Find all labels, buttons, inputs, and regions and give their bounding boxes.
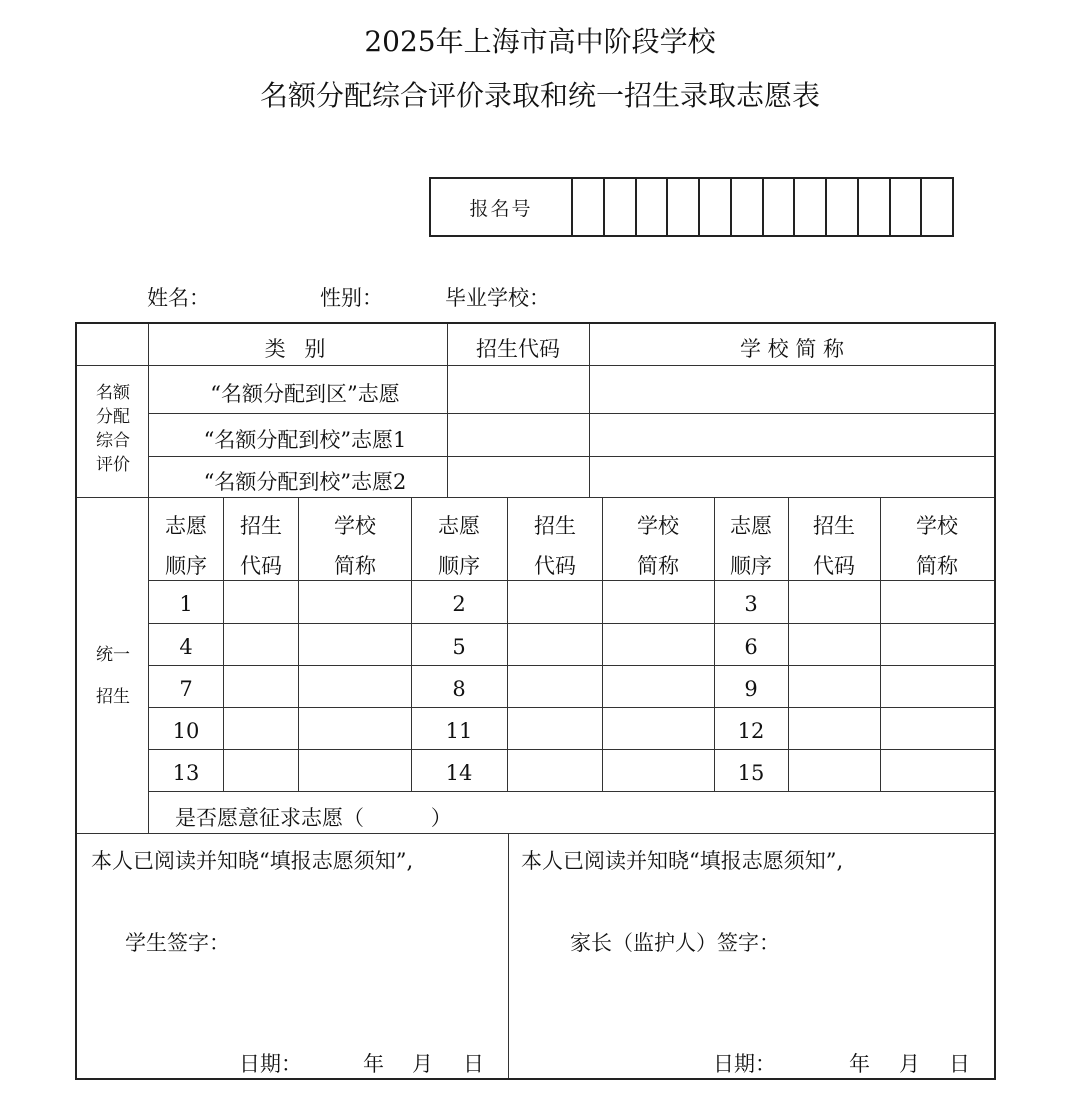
choice-number: 13 — [172, 761, 200, 785]
school-abbreviation-header: 简称 — [916, 554, 958, 578]
unified-section-label: 招生 — [96, 687, 130, 707]
application-form-table — [75, 322, 996, 1080]
quota-section-label: 评价 — [96, 455, 130, 475]
registration-digit-cell[interactable] — [605, 179, 637, 235]
choice-order-header: 顺序 — [165, 554, 207, 578]
admission-code-header: 代码 — [813, 554, 855, 578]
graduating-school-label: 毕业学校： — [445, 286, 550, 310]
admission-code-header: 招生代码 — [476, 337, 560, 361]
registration-digit-cell[interactable] — [637, 179, 669, 235]
choice-number: 12 — [737, 719, 765, 743]
form-title-line2: 名额分配综合评价录取和统一招生录取志愿表 — [259, 79, 820, 112]
admission-code-header: 招生 — [813, 514, 855, 538]
name-label: 姓名： — [147, 286, 210, 310]
parent-notice-text: 本人已阅读并知晓“填报志愿须知”, — [521, 849, 844, 873]
registration-digit-cell[interactable] — [859, 179, 891, 235]
registration-digit-cell[interactable] — [922, 179, 952, 235]
choice-order-header: 顺序 — [438, 554, 480, 578]
quota-section-label: 分配 — [96, 407, 130, 427]
choice-number: 15 — [737, 761, 765, 785]
choice-number: 1 — [179, 592, 193, 616]
choice-number: 14 — [445, 761, 473, 785]
school-abbreviation-header: 学校 — [916, 514, 958, 538]
school-abbreviation-header: 学校 — [334, 514, 376, 538]
parent-date-year: 年 — [849, 1052, 870, 1076]
choice-number: 4 — [179, 635, 193, 659]
quota-district-choice-label: “名额分配到区”志愿 — [210, 382, 400, 406]
school-abbreviation-header: 学 校 简 称 — [739, 337, 845, 361]
parent-date-day: 日 — [949, 1052, 970, 1076]
registration-number-label: 报名号 — [431, 179, 573, 235]
school-abbreviation-header: 学校 — [637, 514, 679, 538]
student-date-year: 年 — [363, 1052, 384, 1076]
parent-signature-label: 家长（监护人）签字： — [570, 931, 780, 955]
form-title-line1: 2025年上海市高中阶段学校 — [364, 25, 716, 58]
quota-section-label: 综合 — [96, 431, 130, 451]
admission-code-header: 代码 — [240, 554, 282, 578]
choice-number: 3 — [744, 592, 758, 616]
choice-number: 8 — [452, 677, 466, 701]
choice-number: 7 — [179, 677, 193, 701]
registration-number-box — [429, 177, 954, 237]
choice-number: 11 — [445, 719, 473, 743]
registration-digit-cell[interactable] — [573, 179, 605, 235]
choice-order-header: 志愿 — [165, 514, 207, 538]
unified-section-label: 统一 — [96, 645, 130, 665]
choice-order-header: 志愿 — [730, 514, 772, 538]
choice-number: 6 — [744, 635, 758, 659]
choice-number: 9 — [744, 677, 758, 701]
registration-digit-cell[interactable] — [827, 179, 859, 235]
supplementary-choice-willingness: 是否愿意征求志愿（ ） — [175, 806, 452, 830]
registration-digit-cell[interactable] — [700, 179, 732, 235]
student-date-day: 日 — [463, 1052, 484, 1076]
admission-code-header: 代码 — [534, 554, 576, 578]
quota-section-label: 名额 — [96, 383, 130, 403]
registration-digit-cell[interactable] — [795, 179, 827, 235]
admission-code-header: 招生 — [240, 514, 282, 538]
registration-digit-cell[interactable] — [891, 179, 923, 235]
student-date-label: 日期： — [239, 1052, 302, 1076]
parent-date-label: 日期： — [713, 1052, 776, 1076]
category-header: 类 别 — [264, 337, 332, 361]
registration-digit-cell[interactable] — [668, 179, 700, 235]
student-notice-text: 本人已阅读并知晓“填报志愿须知”, — [91, 849, 414, 873]
registration-digit-cell[interactable] — [764, 179, 796, 235]
quota-school-choice-1-label: “名额分配到校”志愿1 — [203, 428, 407, 452]
choice-number: 5 — [452, 635, 466, 659]
gender-label: 性别： — [320, 286, 383, 310]
school-abbreviation-header: 简称 — [334, 554, 376, 578]
student-signature-label: 学生签字： — [125, 931, 230, 955]
quota-school-choice-2-label: “名额分配到校”志愿2 — [203, 470, 407, 494]
choice-order-header: 顺序 — [730, 554, 772, 578]
school-abbreviation-header: 简称 — [637, 554, 679, 578]
parent-date-month: 月 — [899, 1052, 920, 1076]
registration-digit-cell[interactable] — [732, 179, 764, 235]
choice-number: 10 — [172, 719, 200, 743]
choice-number: 2 — [452, 592, 466, 616]
choice-order-header: 志愿 — [438, 514, 480, 538]
admission-code-header: 招生 — [534, 514, 576, 538]
student-date-month: 月 — [412, 1052, 433, 1076]
